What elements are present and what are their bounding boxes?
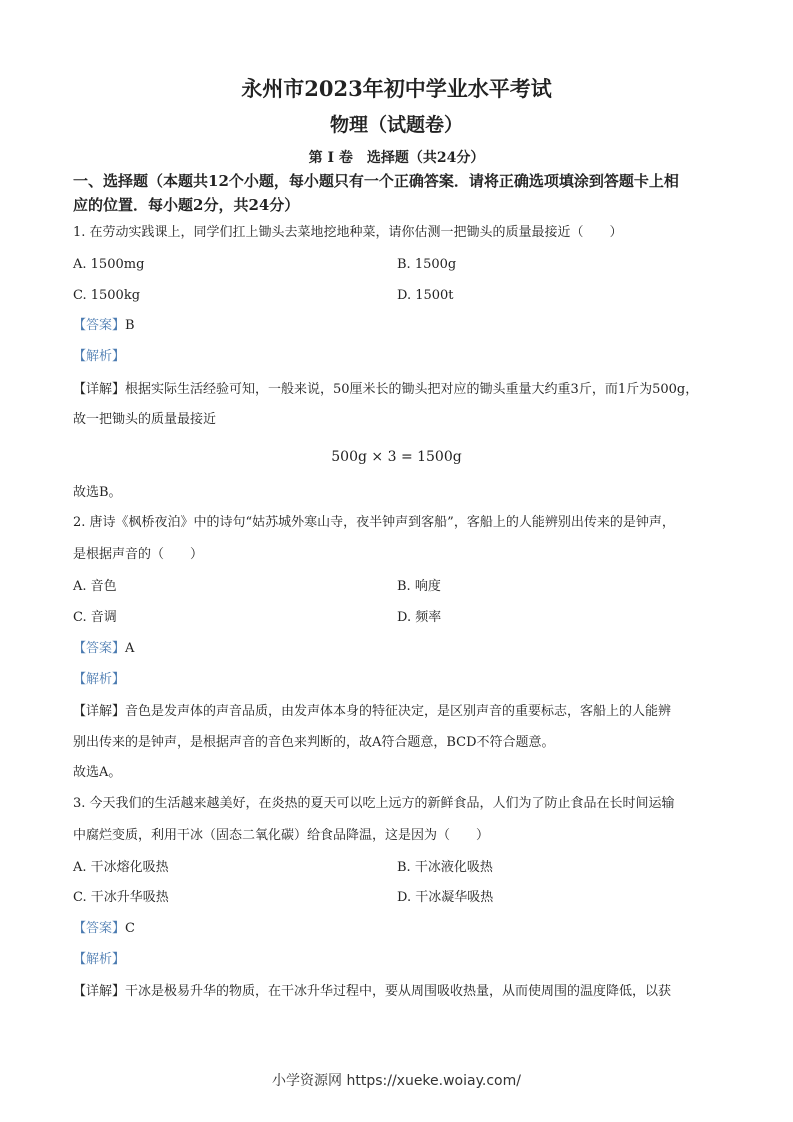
q2-analysis-label: 【解析】 [73,672,126,687]
instructions-line-2: 应的位置．每小题2分，共24分） [73,196,300,214]
q3-answer [73,920,135,938]
section-heading: 第 I 卷 选择题（共24分） [308,150,485,166]
q2-conclusion: 故选A。 [73,765,122,780]
q1-conclusion: 故选B。 [73,485,122,500]
detail-label: 【详解】 [73,984,126,999]
q1-analysis-label: 【解析】 [73,349,126,364]
q1-formula: 500g × 3 = 1500g [331,449,462,465]
q2-option-c: C. 音调 [73,610,117,625]
answer-value: A [125,641,135,656]
answer-label: 【答案】 [73,318,126,333]
detail-text: 音色是发声体的声音品质，由发声体本身的特征决定，是区别声音的重要标志，客船上的人能辨 [125,704,672,719]
q2-detail-2: 别出传来的是钟声，是根据声音的音色来判断的，故A符合题意，BCD不符合题意。 [73,735,555,750]
detail-text: 干冰是极易升华的物质，在干冰升华过程中，要从周围吸收热量，从而使周围的温度降低，以获 [125,984,672,999]
answer-value: B [125,318,135,333]
answer-label: 【答案】 [73,921,126,936]
q2-detail-1 [73,703,671,721]
exam-title: 永州市2023年初中学业水平考试 [241,76,552,101]
q3-option-d: D. 干冰凝华吸热 [397,890,494,905]
q1-option-b: B. 1500g [397,257,457,272]
detail-text: 根据实际生活经验可知，一般来说，50厘米长的锄头把对应的锄头重量大约重3斤，而1斤为500g， [125,382,699,397]
q1-detail-2: 故一把锄头的质量最接近 [73,412,217,427]
detail-label: 【详解】 [73,382,126,397]
q1-option-d: D. 1500t [397,288,454,303]
instructions-line-1: 一、选择题（本题共12个小题，每小题只有一个正确答案．请将正确选项填涂到答题卡上相 [73,172,679,190]
q1-option-a: A. 1500mg [73,257,145,272]
answer-label: 【答案】 [73,641,126,656]
question-3-stem-2: 中腐烂变质，利用干冰（固态二氧化碳）给食品降温，这是因为（ ） [73,828,490,843]
question-2-stem-2: 是根据声音的（ ） [73,547,204,562]
q1-answer [73,317,135,335]
question-3-stem-1: 3. 今天我们的生活越来越美好，在炎热的夏天可以吃上远方的新鲜食品，人们为了防止食品在长时间运输 [73,796,675,811]
detail-label: 【详解】 [73,704,126,719]
q3-option-a: A. 干冰熔化吸热 [73,860,169,875]
q3-option-c: C. 干冰升华吸热 [73,890,169,905]
exam-subtitle: 物理（试题卷） [329,114,463,136]
question-1-stem: 1. 在劳动实践课上，同学们扛上锄头去菜地挖地种菜，请你估测一把锄头的质量最接近（ ） [73,225,623,240]
q2-option-a: A. 音色 [73,579,117,594]
answer-value: C [125,921,135,936]
q2-option-b: B. 响度 [397,579,441,594]
q3-detail-1 [73,983,671,1001]
q3-option-b: B. 干冰液化吸热 [397,860,493,875]
q2-answer [73,640,134,658]
question-2-stem-1: 2. 唐诗《枫桥夜泊》中的诗句“姑苏城外寒山寺，夜半钟声到客船”，客船上的人能辨别出传来的是钟声， [73,515,675,530]
q3-analysis-label: 【解析】 [73,952,126,967]
q1-detail-1 [73,381,698,399]
q1-option-c: C. 1500kg [73,288,141,303]
q2-option-d: D. 频率 [397,610,442,625]
footer-watermark: 小学资源网 https://xueke.woiay.com/ [272,1073,521,1089]
